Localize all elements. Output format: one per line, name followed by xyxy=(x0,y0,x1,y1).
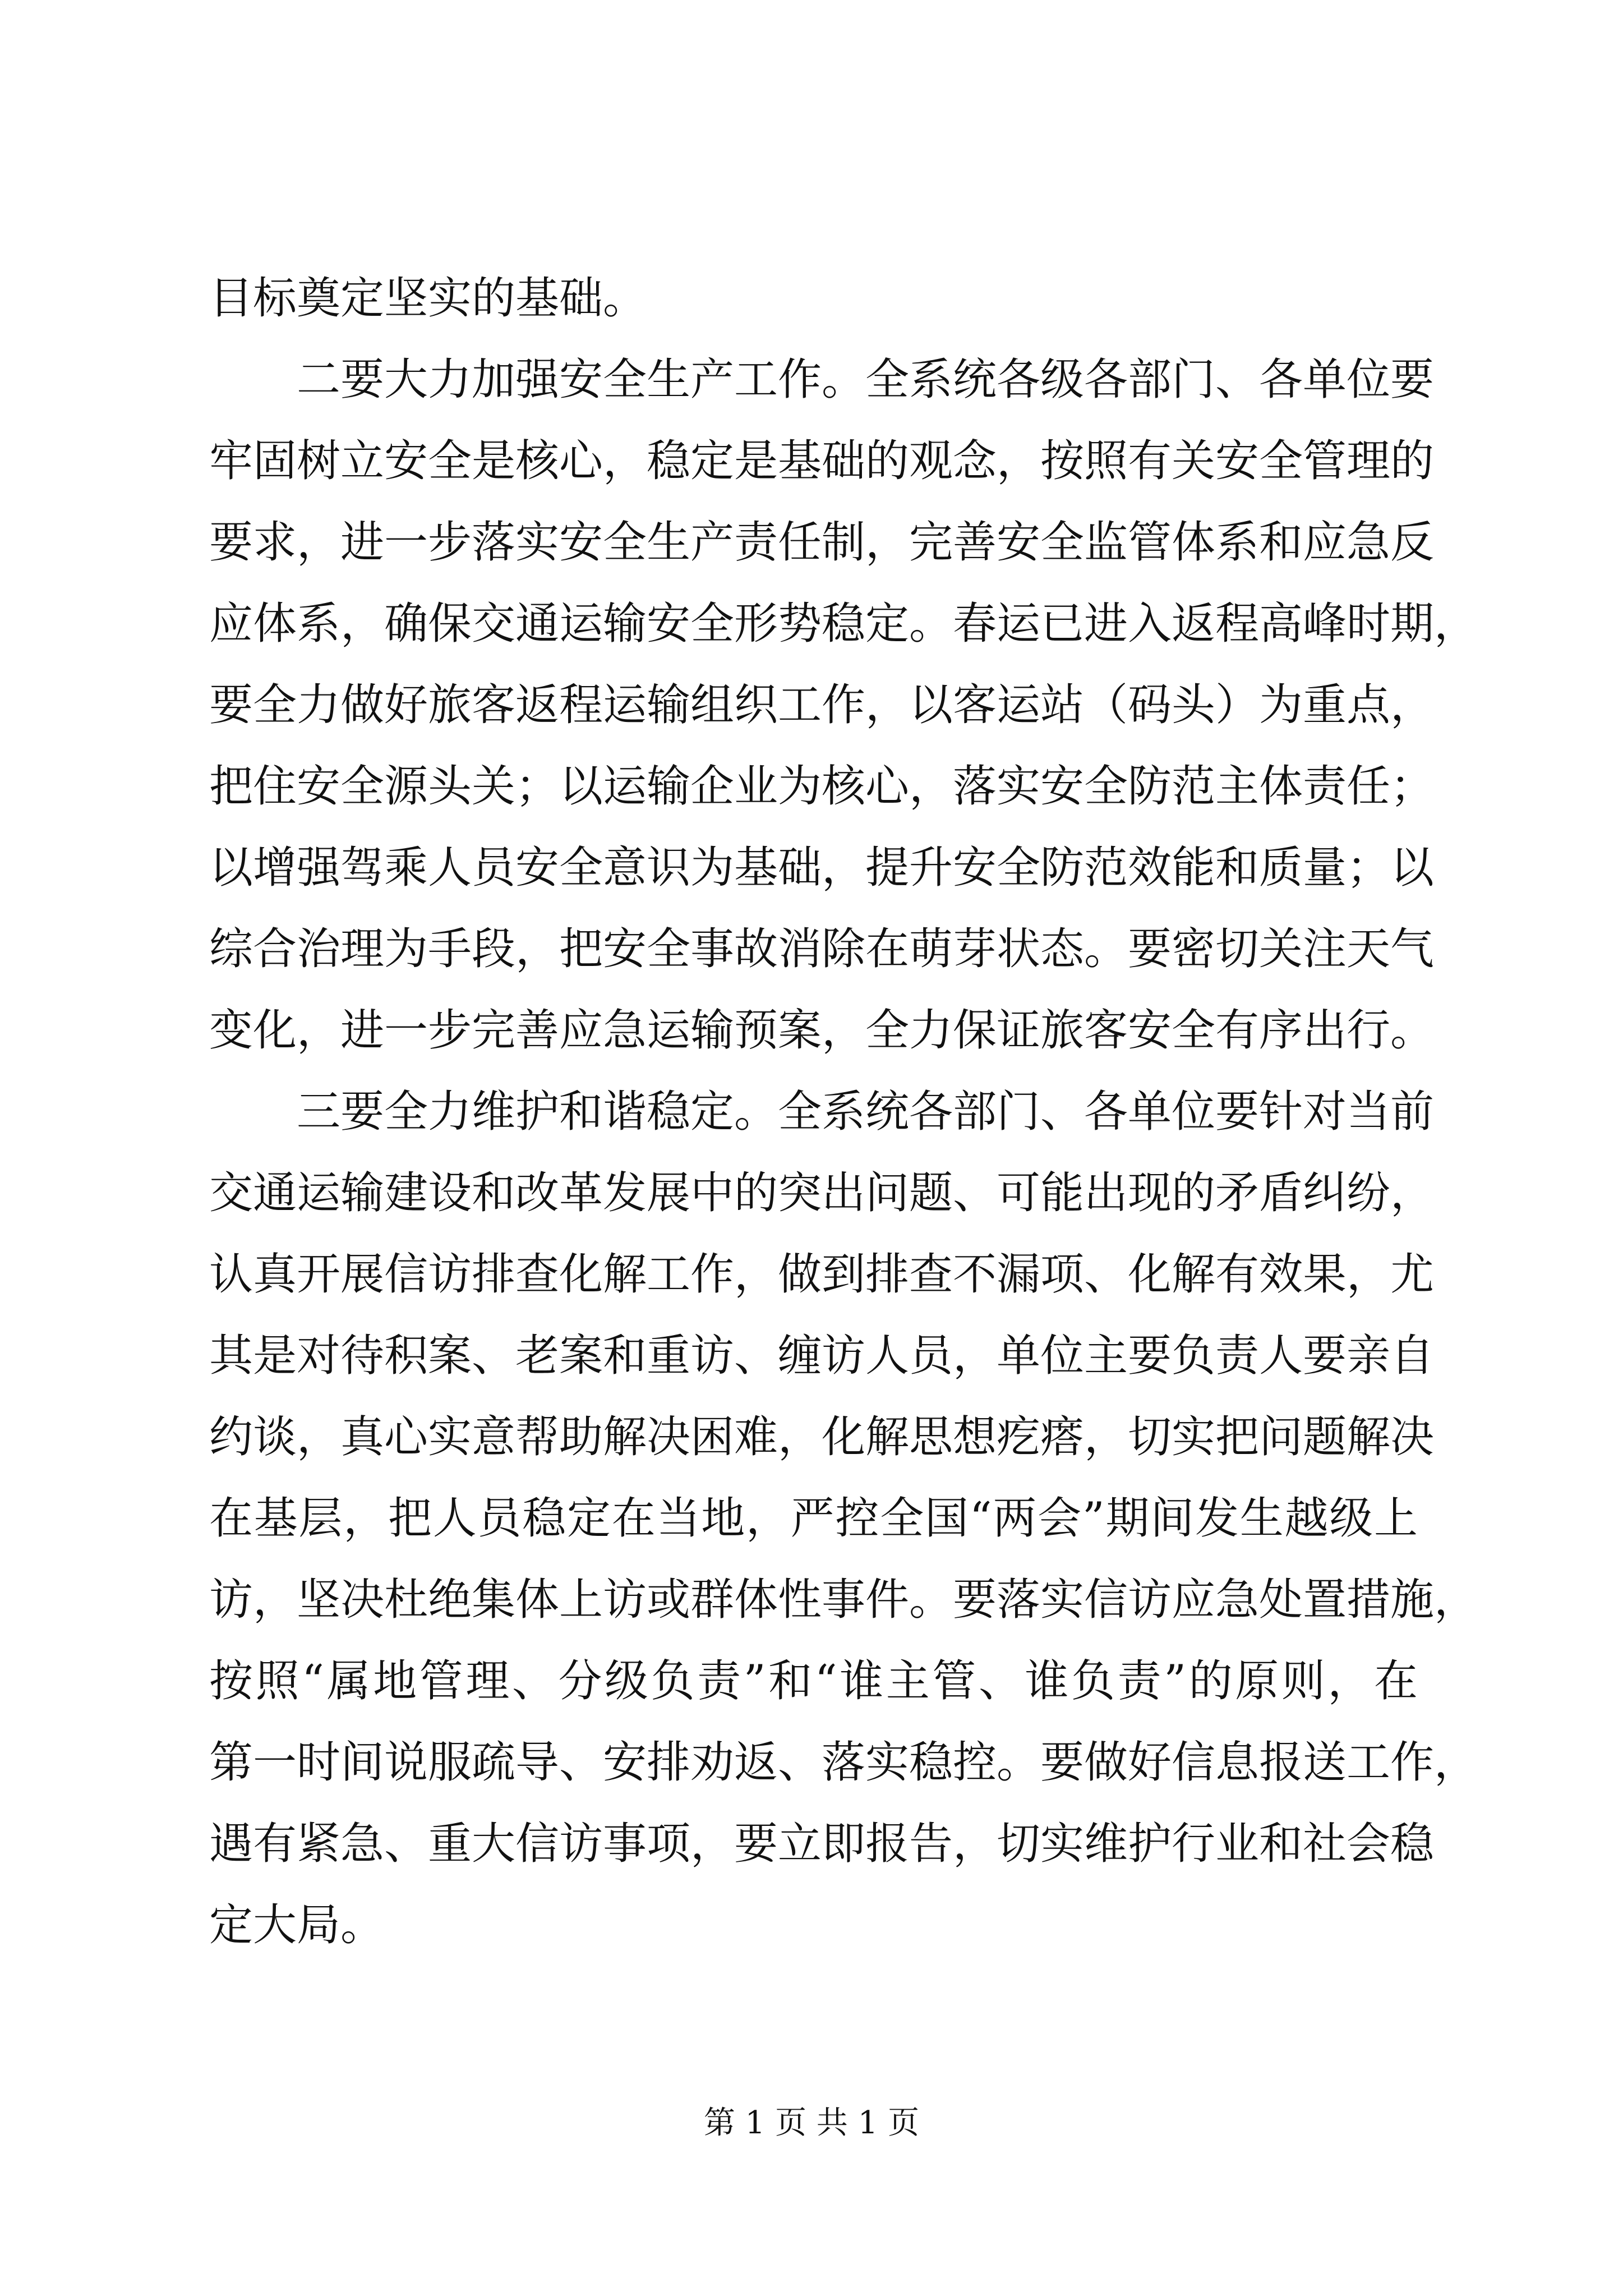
text-line: 三要全力维护和谐稳定。全系统各部门、各单位要针对当前 xyxy=(297,1087,1435,1137)
text-line: 要求，进一步落实安全生产责任制，完善安全监管体系和应急反 xyxy=(209,517,1435,568)
text-line: 定大局。 xyxy=(209,1900,385,1950)
document-body xyxy=(209,258,1478,1966)
text-line: 交通运输建设和改革发展中的突出问题、可能出现的矛盾纠纷， xyxy=(209,1168,1435,1218)
text-line: 在基层，把人员稳定在当地，严控全国“两会”期间发生越级上 xyxy=(209,1493,1418,1544)
text-line: 应体系，确保交通运输安全形势稳定。春运已进入返程高峰时期， xyxy=(209,599,1478,649)
text-line: 认真开展信访排查化解工作，做到排查不漏项、化解有效果，尤 xyxy=(209,1249,1435,1300)
text-line: 约谈，真心实意帮助解决困难，化解思想疙瘩，切实把问题解决 xyxy=(209,1412,1435,1462)
text-line: 第一时间说服疏导、安排劝返、落实稳控。要做好信息报送工作， xyxy=(209,1737,1478,1788)
text-line: 目标奠定坚实的基础。 xyxy=(209,273,647,324)
text-line: 其是对待积案、老案和重访、缠访人员，单位主要负责人要亲自 xyxy=(209,1331,1435,1381)
text-line: 变化，进一步完善应急运输预案，全力保证旅客安全有序出行。 xyxy=(209,1005,1435,1056)
paragraph-2 xyxy=(209,339,1478,1071)
text-line: 把住安全源头关；以运输企业为核心，落实安全防范主体责任； xyxy=(209,761,1435,812)
paragraph-3 xyxy=(209,1071,1478,1966)
text-line: 牢固树立安全是核心，稳定是基础的观念，按照有关安全管理的 xyxy=(209,436,1435,486)
paragraph-1 xyxy=(209,258,1418,339)
text-line: 要全力做好旅客返程运输组织工作，以客运站（码头）为重点， xyxy=(209,680,1435,730)
text-line: 按照“属地管理、分级负责”和“谁主管、谁负责”的原则，在 xyxy=(209,1656,1418,1706)
text-line: 二要大力加强安全生产工作。全系统各级各部门、各单位要 xyxy=(297,355,1435,405)
text-line: 综合治理为手段，把安全事故消除在萌芽状态。要密切关注天气 xyxy=(209,924,1435,974)
text-line: 访，坚决杜绝集体上访或群体性事件。要落实信访应急处置措施， xyxy=(209,1575,1478,1625)
text-line: 以增强驾乘人员安全意识为基础，提升安全防范效能和质量；以 xyxy=(209,843,1435,893)
text-line: 遇有紧急、重大信访事项，要立即报告，切实维护行业和社会稳 xyxy=(209,1819,1435,1869)
page-footer: 第 1 页 共 1 页 xyxy=(703,2105,920,2141)
